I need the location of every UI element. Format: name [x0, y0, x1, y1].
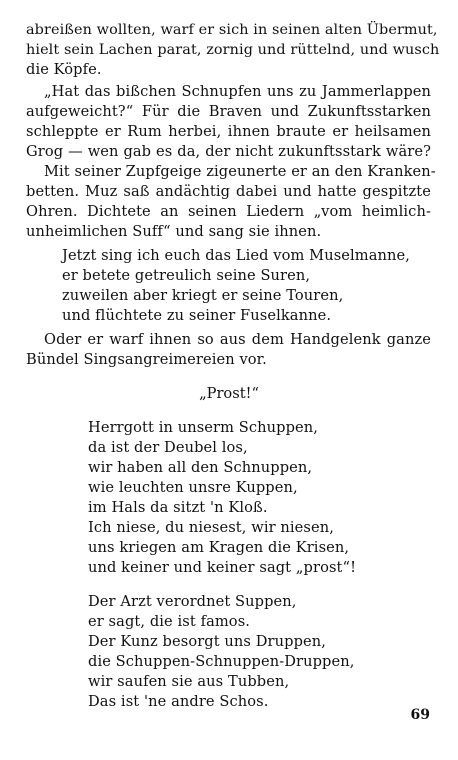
- text-line: hielt sein Lachen parat, zornig und rüttelnd, und wusch: [26, 42, 440, 58]
- poem-line: Ich niese, du niesest, wir niesen,: [88, 519, 334, 536]
- text-line: Ohren. Dichtete an seinen Liedern „vom heimlich-: [26, 203, 431, 220]
- poem-line: wir haben all den Schnuppen,: [88, 459, 313, 476]
- text-line: Mit seiner Zupfgeige zigeunerte er an den Kranken-: [44, 163, 436, 180]
- text-line: abreißen wollten, warf er sich in seinen alten Übermut,: [26, 22, 438, 38]
- verse-line: Jetzt sing ich euch das Lied vom Muselmanne,: [62, 247, 411, 264]
- poem-line: wir saufen sie aus Tubben,: [88, 673, 290, 690]
- poem-line: im Hals da sitzt 'n Kloß.: [88, 499, 268, 516]
- poem-line: die Schuppen-Schnuppen-Druppen,: [88, 653, 355, 670]
- text-line: schleppte er Rum herbei, ihnen braute er heilsamen: [26, 123, 431, 140]
- text-line: Grog — wen gab es da, der nicht zukunftsstark wäre?: [26, 143, 431, 160]
- page-number: 69: [410, 707, 430, 723]
- poem-line: er sagt, die ist famos.: [88, 613, 251, 630]
- poem-line: Herrgott in unserm Schuppen,: [88, 419, 319, 436]
- text-line: Oder er warf ihnen so aus dem Handgelenk ganze: [44, 331, 431, 348]
- text-line: aufgeweicht?“ Für die Braven und Zukunftsstarken: [26, 103, 431, 120]
- poem-line: Der Arzt verordnet Suppen,: [88, 593, 297, 610]
- verse-line: und flüchtete zu seiner Fuselkanne.: [62, 307, 332, 324]
- text-line: „Hat das bißchen Schnupfen uns zu Jammerlappen: [44, 83, 431, 100]
- poem-line: Der Kunz besorgt uns Druppen,: [88, 633, 326, 650]
- text-line: betten. Muz saß andächtig dabei und hatte gespitzte: [26, 183, 431, 200]
- text-line: Bündel Singsangreimereien vor.: [26, 351, 267, 368]
- verse-line: er betete getreulich seine Suren,: [62, 267, 311, 284]
- poem-title: „Prost!“: [199, 385, 259, 402]
- poem-line: da ist der Deubel los,: [88, 439, 248, 456]
- poem-line: und keiner und keiner sagt „prost“!: [88, 559, 357, 576]
- poem-line: uns kriegen am Kragen die Krisen,: [88, 539, 350, 556]
- text-line: die Köpfe.: [26, 61, 102, 78]
- verse-line: zuweilen aber kriegt er seine Touren,: [62, 287, 344, 304]
- poem-line: wie leuchten unsre Kuppen,: [88, 479, 298, 496]
- text-line: unheimlichen Suff“ und sang sie ihnen.: [26, 223, 322, 240]
- poem-line: Das ist 'ne andre Schos.: [88, 693, 269, 710]
